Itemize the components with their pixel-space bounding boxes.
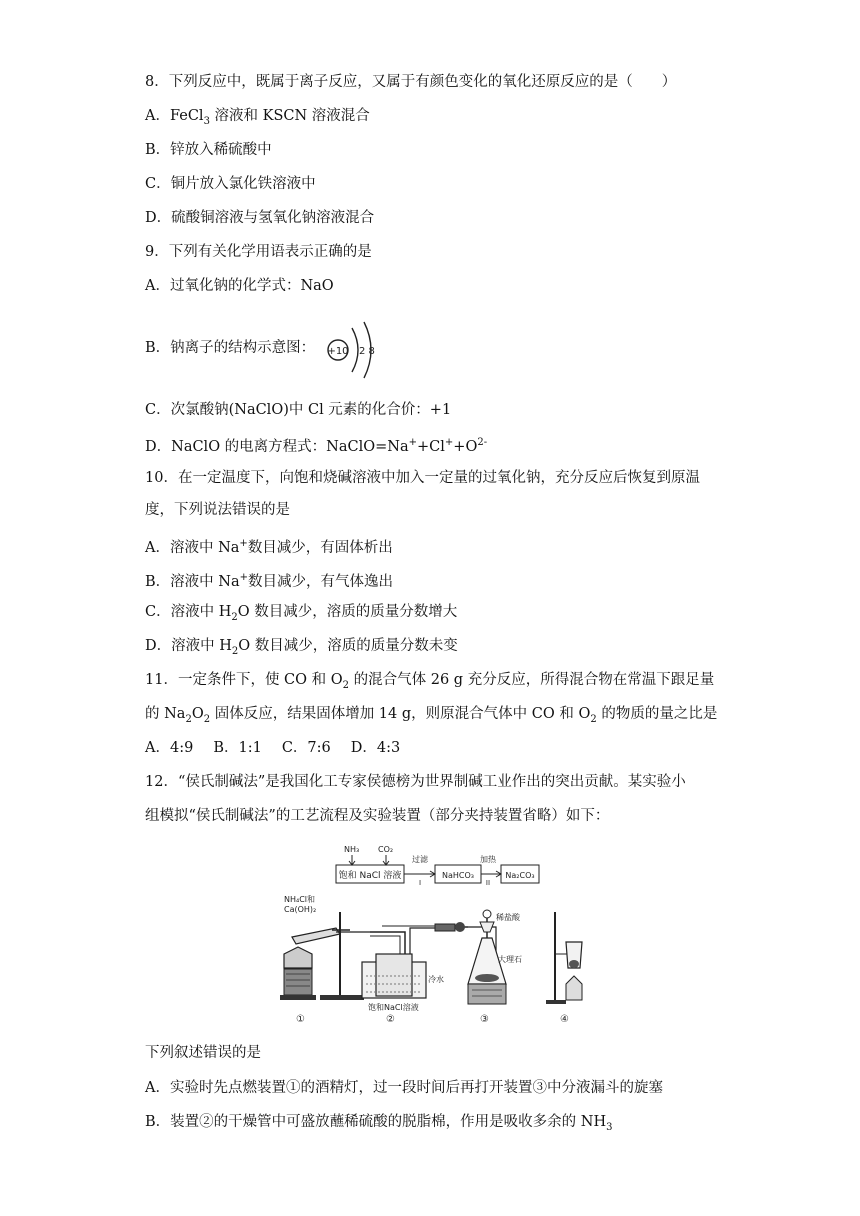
q8-option-a: A．FeCl$_3$ 溶液和 KSCN 溶液混合 [145, 108, 370, 127]
q10-option-b: B．溶液中 Na+数目减少，有气体逸出 [145, 572, 393, 590]
q12-stem-line1: 12．“侯氏制碱法”是我国化工专家侯德榜为世界制碱工业作出的突出贡献。某实验小 [145, 774, 686, 790]
cold-water-label: 冷水 [428, 975, 444, 984]
q8-option-d: D．硫酸铜溶液与氢氧化钠溶液混合 [145, 210, 375, 226]
q11-option-c: C．7:6 [281, 740, 331, 756]
q12-question-prompt: 下列叙述错误的是 [145, 1045, 261, 1061]
flow-co2-label: CO₂ [378, 845, 394, 854]
q10-stem-line1: 10．在一定温度下，向饱和烧碱溶液中加入一定量的过氧化钠，充分反应后恢复到原温 [145, 470, 700, 486]
q8-option-b: B．锌放入稀硫酸中 [145, 142, 272, 158]
q10-option-d: D．溶液中 $H_2O$ 数目减少，溶质的质量分数未变 [145, 638, 458, 657]
flow-box-na2co3-label: Na₂CO₃ [505, 871, 535, 880]
q11-stem-line1: 11．一定条件下，使 CO 和 $O_2$ 的混合气体 26 g 充分反应，所得混合物在常温下跟足量 [145, 672, 715, 691]
q8-option-c: C．铜片放入氯化铁溶液中 [145, 176, 316, 192]
dilute-hcl-label: 稀盐酸 [496, 913, 520, 922]
q11-stem-line2: 的 $Na_2O_2$ 固体反应，结果固体增加 14 g，则原混合气体中 CO 和 $O_2$ 的物质的量之比是 [145, 706, 718, 725]
flow-step2-label: 加热 [480, 855, 496, 864]
apparatus2-absorption-bottle [362, 954, 426, 998]
q12-option-a: A．实验时先点燃装置①的酒精灯，过一段时间后再打开装置③中分液漏斗的旋塞 [145, 1080, 663, 1096]
reagent1-label-line2: Ca(OH)₂ [284, 905, 317, 914]
flow-step2-number: II [485, 879, 491, 887]
q10-stem-line2: 度，下列说法错误的是 [145, 502, 290, 518]
q10-option-a: A．溶液中 Na+数目减少，有固体析出 [145, 538, 393, 556]
flow-step1-number: I [418, 879, 422, 887]
flow-box-brine-label: 饱和 NaCl 溶液 [338, 871, 402, 881]
q12-stem-line2: 组模拟“侯氏制碱法”的工艺流程及实验装置（部分夹持装置省略）如下： [145, 808, 610, 824]
flow-box-nahco3-label: NaHCO₃ [442, 871, 474, 880]
flow-step1-label: 过滤 [412, 855, 428, 864]
q9-option-b: B．钠离子的结构示意图： [145, 340, 316, 356]
q10-option-c: C．溶液中 $H_2O$ 数目减少，溶质的质量分数增大 [145, 604, 458, 623]
q8-stem: 8．下列反应中，既属于离子反应，又属于有颜色变化的氧化还原反应的是（ ） [145, 74, 677, 90]
q9-option-c: C．次氯酸钠(NaClO)中 Cl 元素的化合价：+1 [145, 402, 452, 418]
process-flow-chart [320, 840, 542, 888]
marble-label: 大理石 [498, 955, 522, 964]
electron-shells: 2 8 [359, 346, 375, 357]
q11-option-b: B．1:1 [213, 740, 262, 756]
q12-option-b: B．装置②的干燥管中可盛放蘸稀硫酸的脱脂棉，作用是吸收多余的 $NH_3$ [145, 1114, 613, 1133]
q9-stem: 9．下列有关化学用语表示正确的是 [145, 244, 372, 260]
nucleus-charge: +10 [327, 346, 349, 357]
reagent1-label-line1: NH₄Cl和 [284, 895, 316, 904]
sodium-ion-structure-diagram [322, 318, 382, 380]
apparatus-number-1: ① [296, 1014, 305, 1025]
apparatus-number-3: ③ [480, 1014, 489, 1025]
flow-nh3-label: NH₃ [344, 845, 360, 854]
brine-label: 饱和NaCl溶液 [368, 1003, 419, 1012]
drying-tube [435, 922, 468, 932]
q9-option-d: D．NaClO 的电离方程式：$NaClO=Na^++Cl^++O^{2-}$ [145, 437, 488, 455]
apparatus1-heating-setup [280, 912, 370, 1000]
apparatus-number-2: ② [386, 1014, 395, 1025]
apparatus-number-4: ④ [560, 1014, 569, 1025]
q11-option-d: D．4:3 [350, 740, 401, 756]
q9-option-a: A．过氧化钠的化学式：NaO [145, 278, 334, 294]
q11-option-a: A．4:9 [145, 740, 194, 756]
apparatus4-beaker-stand [546, 912, 582, 1004]
q11-options [145, 738, 420, 758]
apparatus-diagram [270, 892, 590, 1030]
